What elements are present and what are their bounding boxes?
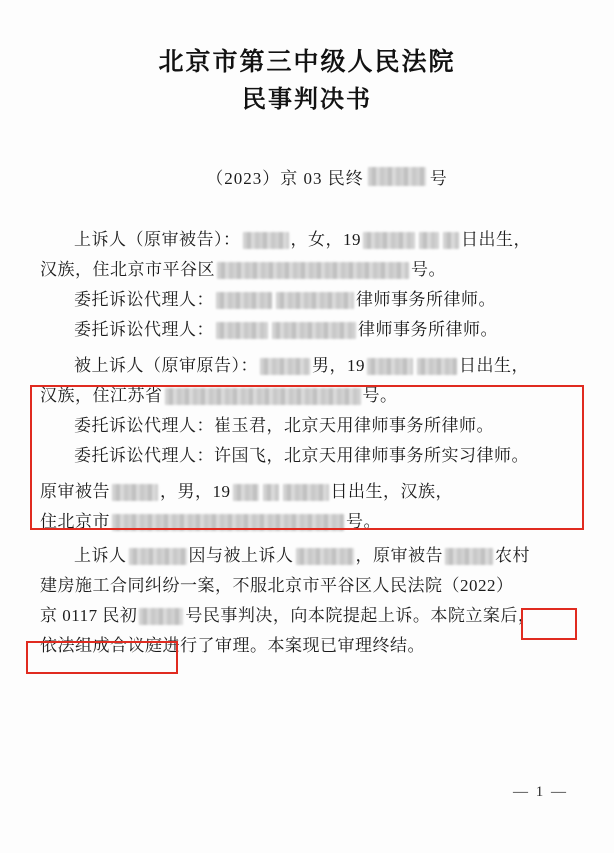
redaction-bar (417, 358, 457, 375)
summary-appeal-text: 号民事判决，向本院提起上诉。本院立案后， (185, 606, 536, 626)
case-number-suffix: 号 (429, 169, 448, 189)
summary-defendant-label: ，原审被告 (355, 546, 443, 566)
redaction-bar (243, 232, 289, 249)
redaction-bar (363, 232, 415, 249)
agent-label: 委托诉讼代理人： (74, 320, 214, 340)
redaction-bar (296, 548, 354, 565)
redaction-bar (263, 484, 279, 501)
appellee-agent-line-1 (40, 411, 574, 441)
summary-line-1 (40, 541, 574, 571)
appellant-gender-text: ，女，19 (290, 230, 361, 250)
appellee-address-suffix: 号。 (362, 386, 398, 406)
case-number-prefix: （2023）京 03 民终 (206, 169, 364, 189)
document-type-title: 民事判决书 (242, 86, 372, 113)
summary-conclusion-text: 依法组成合议庭进行了审理。本案现已审理终结。 (40, 636, 425, 656)
appellee-birth-text: 日出生， (459, 356, 529, 376)
redaction-bar (419, 232, 439, 249)
appellee-label: 被上诉人（原审原告）： (74, 356, 258, 376)
appellant-address-text: 汉族，住北京市平谷区 (40, 260, 215, 280)
redaction-bar (216, 322, 268, 339)
redaction-bar (443, 232, 459, 249)
original-defendant-line-2 (40, 507, 574, 537)
appellee-agent-line-2 (40, 441, 574, 471)
appellant-line-1 (40, 225, 574, 255)
appellant-agent-line-2 (40, 315, 574, 345)
summary-appellant-label: 上诉人 (74, 546, 127, 566)
redaction-bar (445, 548, 493, 565)
original-defendant-line-1 (40, 477, 574, 507)
original-defendant-address-text: 住北京市 (40, 512, 110, 532)
appellee-address-text: 汉族，住江苏省 (40, 386, 163, 406)
redaction-bar (112, 484, 158, 501)
redaction-bar (112, 514, 344, 531)
summary-appellee-label: 因与被上诉人 (188, 546, 294, 566)
redaction-bar (216, 292, 272, 309)
agent-firm-text: 律师事务所律师。 (356, 290, 496, 310)
redaction-bar (233, 484, 259, 501)
redaction-bar (165, 388, 361, 405)
first-instance-case-no: 京 0117 民初 (40, 606, 138, 626)
original-defendant-gender-text: ，男，19 (160, 482, 231, 502)
summary-line-3 (40, 601, 574, 631)
appellee-gender-text: 男，19 (312, 356, 365, 376)
redaction-bar (217, 262, 409, 279)
appellant-label: 上诉人（原审被告）： (74, 230, 241, 250)
court-title: 北京市第三中级人民法院 (158, 49, 456, 76)
keyword-contract-dispute: 建房施工合同纠纷 (40, 576, 180, 596)
summary-line-4 (40, 631, 574, 661)
case-number-line (40, 164, 574, 189)
appellant-line-2 (40, 255, 574, 285)
redaction-bar (139, 608, 183, 625)
redaction-bar (272, 322, 356, 339)
redaction-bar (368, 167, 426, 186)
document-body (40, 225, 574, 661)
appellant-birth-text: 日出生， (461, 230, 531, 250)
keyword-rural: 农村 (495, 546, 530, 566)
summary-line-2 (40, 571, 574, 601)
appellee-line-1 (40, 351, 574, 381)
appellee-line-2 (40, 381, 574, 411)
redaction-bar (367, 358, 413, 375)
appellee-agent-text: 委托诉讼代理人：崔玉君，北京天用律师事务所律师。 (74, 416, 494, 436)
redaction-bar (260, 358, 310, 375)
redaction-bar (129, 548, 187, 565)
summary-court-text: 一案，不服北京市平谷区人民法院（2022） (180, 576, 514, 596)
redaction-bar (276, 292, 354, 309)
page-number: — 1 — (513, 784, 568, 800)
agent-label: 委托诉讼代理人： (74, 290, 214, 310)
appellant-address-suffix: 号。 (411, 260, 446, 280)
original-defendant-birth-text: 日出生，汉族， (330, 482, 453, 502)
original-defendant-address-suffix: 号。 (346, 512, 381, 532)
original-defendant-label: 原审被告 (40, 482, 110, 502)
agent-firm-text: 律师事务所律师。 (358, 320, 498, 340)
redaction-bar (283, 484, 329, 501)
appellee-agent-text: 委托诉讼代理人：许国飞，北京天用律师事务所实习律师。 (74, 446, 529, 466)
appellant-agent-line-1 (40, 285, 574, 315)
